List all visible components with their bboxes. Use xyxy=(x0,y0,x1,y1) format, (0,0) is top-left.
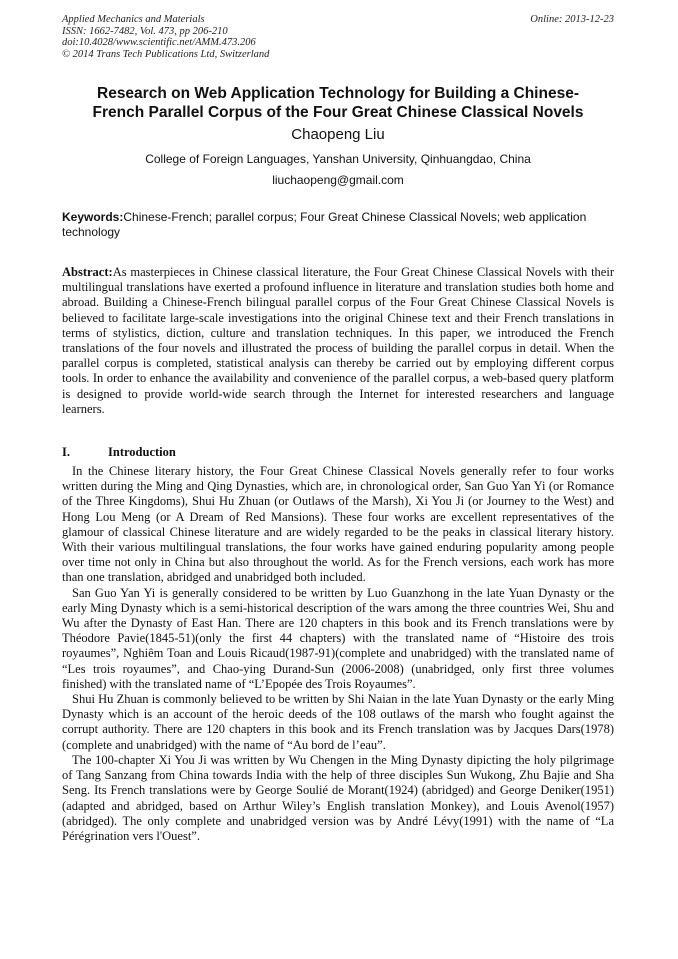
keywords-text: Chinese-French; parallel corpus; Four Great Chinese Classical Novels; web application technology xyxy=(62,210,587,239)
section-body xyxy=(62,464,614,844)
paragraph: Shui Hu Zhuan is commonly believed to be written by Shi Naian in the late Yuan Dynasty or the early Ming Dynasty which is an account of the heroic deeds of the 108 outlaws of the marsh who fought against the corrupt authority. There are 120 chapters in this book and its French translation was by Jacques Dars(1978)(complete and unabridged) with the name of “Au bord de l’eau”. xyxy=(62,692,614,752)
paragraph: In the Chinese literary history, the Four Great Chinese Classical Novels generally refer to four works written during the Ming and Qing Dynasties, which are, in chronological order, San Guo Yan Yi (or Romance of the Three Kingdoms), Shui Hu Zhuan (or Outlaws of the Marsh), Xi You Ji (or Journey to the West) and Hong Lou Meng (or A Dream of Red Mansions). These four works are excellent representatives of the glamour of classical Chinese literature and are widely regarded to be the peaks in classical literary history. With their various multilingual translations, the four works have gained enduring popularity among people over time not only in China but also throughout the world. As for the French versions, each work has more than one translation, abridged and unabridged both included. xyxy=(62,464,614,585)
abstract-text: As masterpieces in Chinese classical literature, the Four Great Chinese Classical Novels with their multilingual translations have exerted a profound influence in literature and translation studies both home and abroad. Building a Chinese-French bilingual parallel corpus of the Four Great Chinese Classical Novels is believed to facilitate large-scale investigations into the original Chinese text and their French translations in terms of stylistics, diction, culture and translation techniques. In this paper, we introduced the French translations of the four novels and illustrated the process of building the parallel corpus in detail. When the parallel corpus is completed, statistical analysis can thereby be carried out by employing different corpus tools. In order to enhance the availability and convenience of the parallel corpus, a web-based query platform is designed to provide world-wide search through the Internet for interested researchers and language learners. xyxy=(62,265,614,416)
journal-issn: ISSN: 1662-7482, Vol. 473, pp 206-210 xyxy=(62,25,228,37)
abstract xyxy=(62,265,614,417)
journal-doi: doi:10.4028/www.scientific.net/AMM.473.206 xyxy=(62,37,256,48)
section-heading xyxy=(62,445,614,460)
author-email: liuchaopeng@gmail.com xyxy=(272,173,404,187)
paper-title: Research on Web Application Technology for Building a Chinese-French Parallel Corpus of the Four Great Chinese Classical Novels xyxy=(92,85,584,121)
journal-copyright: © 2014 Trans Tech Publications Ltd, Switzerland xyxy=(62,48,270,60)
journal-header xyxy=(62,14,614,60)
paragraph: The 100-chapter Xi You Ji was written by Wu Chengen in the Ming Dynasty dipicting the holy pilgrimage of Tang Sanzang from China towards India with the help of three disciples Sun Wukong, Zhu Bajie and Sha Seng. Its French translations were by George Soulié de Morant(1924) (abridged) and George Deniker(1951) (adapted and abridged, based on Arthur Wiley’s English translation Monkey), and Louis Avenol(1957) (abridged). The only complete and unabridged version was by André Lévy(1991) with the name of “La Pérégrination vers l'Ouest”. xyxy=(62,752,614,843)
section-title: Introduction xyxy=(108,445,176,460)
paragraph: San Guo Yan Yi is generally considered to be written by Luo Guanzhong in the late Yuan Dynasty or the early Ming Dynasty which is a semi-historical description of the wars among the three countries Wei, Shu and Wu after the Dynasty of East Han. There are 120 chapters in this book and its French translations were by Théodore Pavie(1845-51)(only the first 44 chapters) with the translated name of “Histoire des trois royaumes”, Nghiêm Toan and Louis Ricaud(1987-91)(complete and unabridged) with the translated name of “Les trois royaumes”, and Chao-ying Durand-Sun (2006-2008) (unabridged, only first three volumes finished) with the translated name of “L’Epopée des Trois Royaumes”. xyxy=(62,585,614,691)
author-affiliation: College of Foreign Languages, Yanshan University, Qinhuangdao, China xyxy=(145,152,531,166)
journal-name: Applied Mechanics and Materials xyxy=(62,14,205,25)
paper-page xyxy=(62,14,614,844)
section-number: I. xyxy=(62,445,70,460)
abstract-label: Abstract: xyxy=(62,265,113,279)
online-date: Online: 2013-12-23 xyxy=(530,14,614,25)
keywords xyxy=(62,210,614,240)
author-name: Chaopeng Liu xyxy=(291,126,385,143)
keywords-label: Keywords: xyxy=(62,210,124,224)
